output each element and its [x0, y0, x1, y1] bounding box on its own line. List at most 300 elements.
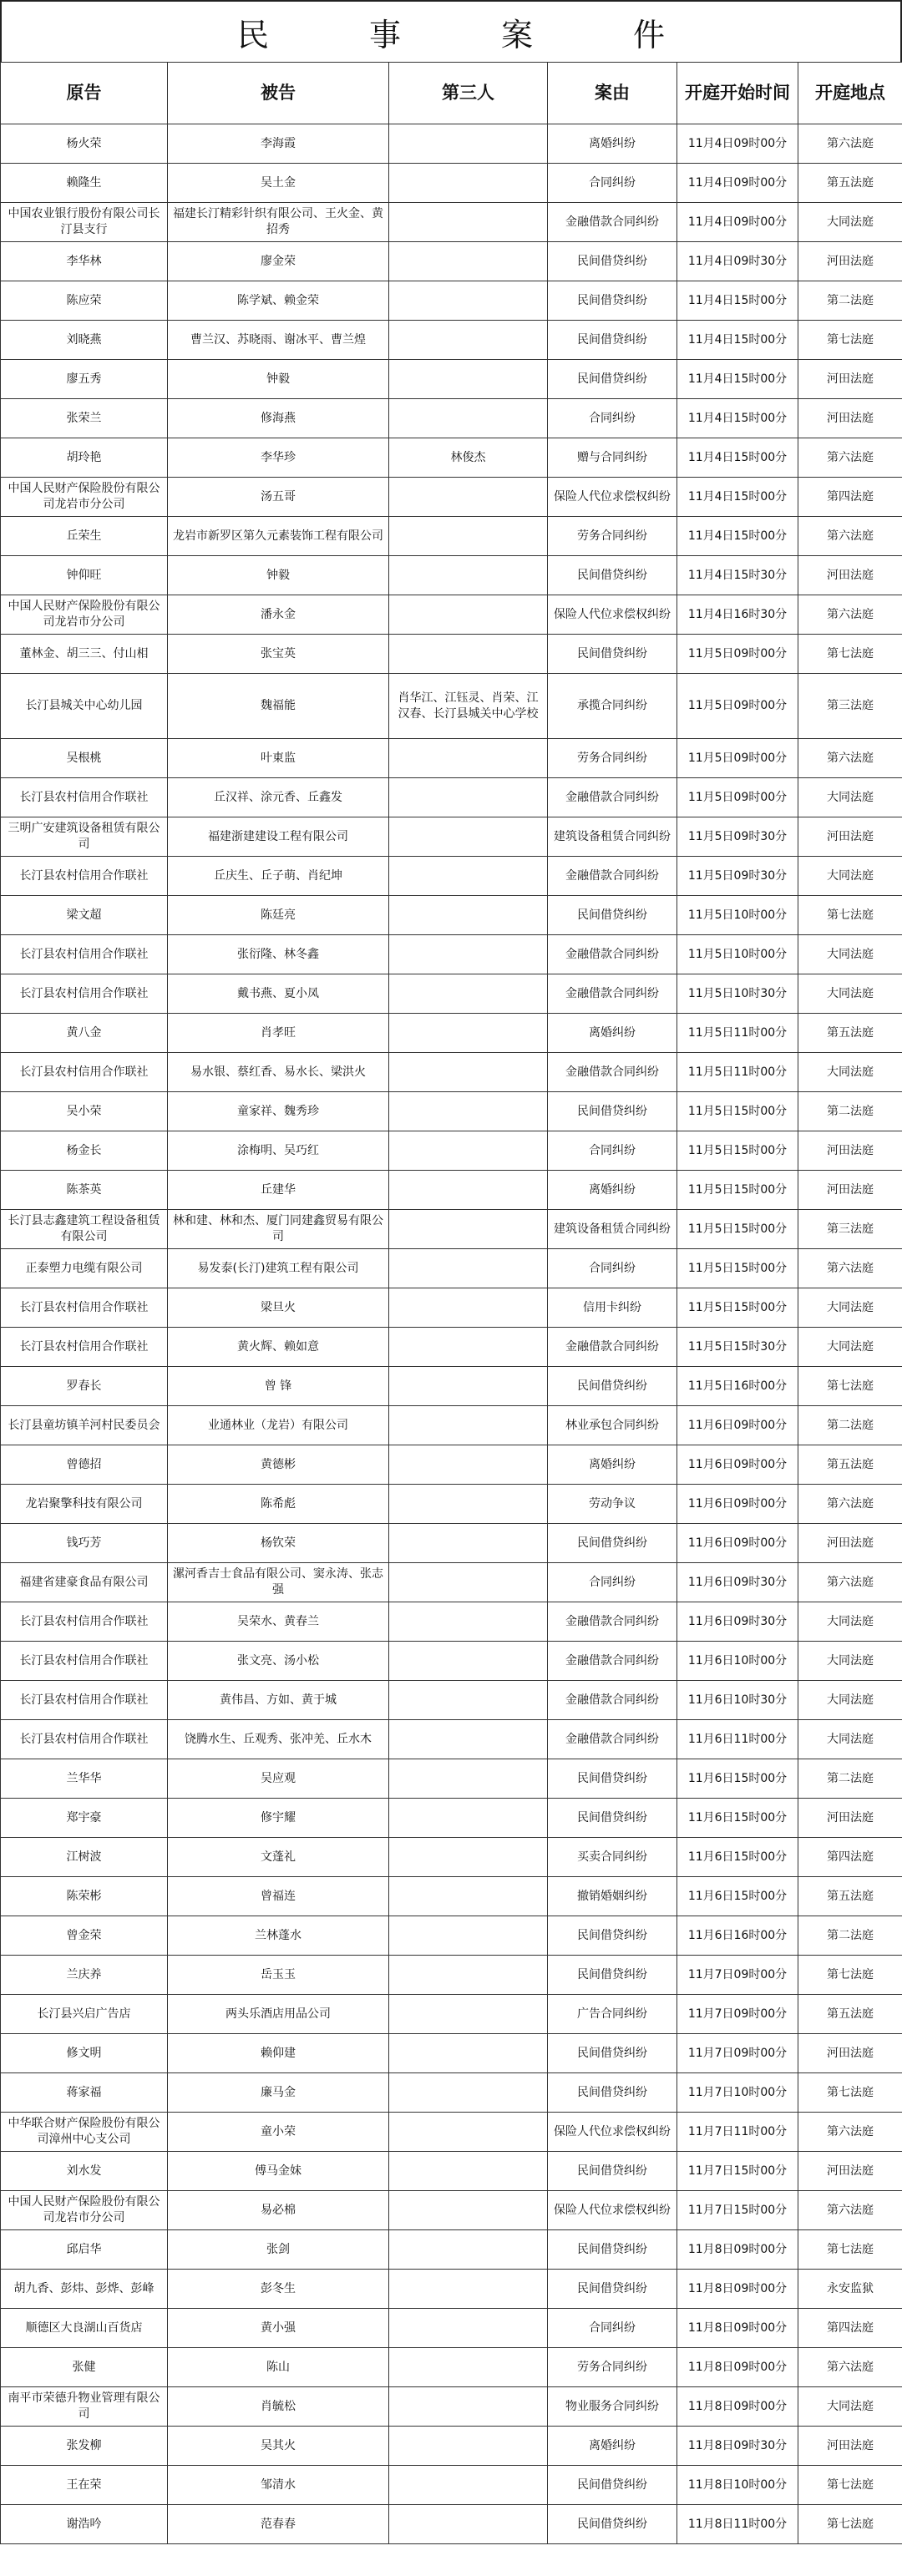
cause-cell: 物业服务合同纠纷 [548, 2387, 677, 2427]
location-cell: 大同法庭 [798, 1053, 902, 1092]
start-time-cell: 11月5日15时00分 [677, 1288, 798, 1328]
start-time-cell: 11月5日09时00分 [677, 674, 798, 739]
plaintiff-cell: 长汀县农村信用合作联社 [1, 935, 168, 974]
location-cell: 河田法庭 [798, 399, 902, 438]
cause-cell: 金融借款合同纠纷 [548, 857, 677, 896]
defendant-cell: 曾 锋 [168, 1367, 389, 1406]
cause-cell: 金融借款合同纠纷 [548, 1720, 677, 1759]
cause-cell: 劳务合同纠纷 [548, 739, 677, 778]
third-party-cell [389, 2034, 548, 2073]
plaintiff-cell: 吴小荣 [1, 1092, 168, 1131]
location-cell: 第二法庭 [798, 1092, 902, 1131]
location-cell: 河田法庭 [798, 1799, 902, 1838]
start-time-cell: 11月4日09时00分 [677, 124, 798, 164]
cause-cell: 劳务合同纠纷 [548, 517, 677, 556]
start-time-cell: 11月7日09时00分 [677, 1956, 798, 1995]
defendant-cell: 廉马金 [168, 2073, 389, 2113]
table-row [1, 1524, 902, 1563]
table-row [1, 2230, 902, 2270]
defendant-cell: 张文亮、汤小松 [168, 1642, 389, 1681]
table-row [1, 1367, 902, 1406]
plaintiff-cell: 兰华华 [1, 1759, 168, 1799]
table-row [1, 2387, 902, 2427]
table-row [1, 935, 902, 974]
defendant-cell: 童家祥、魏秀珍 [168, 1092, 389, 1131]
start-time-cell: 11月5日16时00分 [677, 1367, 798, 1406]
start-time-cell: 11月7日15时00分 [677, 2152, 798, 2191]
defendant-cell: 曹兰汉、苏晓雨、谢冰平、曹兰煌 [168, 321, 389, 360]
location-cell: 大同法庭 [798, 857, 902, 896]
location-cell: 大同法庭 [798, 1288, 902, 1328]
defendant-cell: 叶東监 [168, 739, 389, 778]
third-party-cell [389, 974, 548, 1014]
start-time-cell: 11月4日15时00分 [677, 438, 798, 478]
defendant-cell: 陈廷亮 [168, 896, 389, 935]
third-party-cell [389, 595, 548, 635]
table-row [1, 242, 902, 281]
defendant-cell: 易必棉 [168, 2191, 389, 2230]
location-cell: 大同法庭 [798, 1328, 902, 1367]
third-party-cell [389, 360, 548, 399]
start-time-cell: 11月6日15时00分 [677, 1877, 798, 1916]
table-row [1, 674, 902, 739]
third-party-cell [389, 1838, 548, 1877]
cause-cell: 民间借贷纠纷 [548, 896, 677, 935]
plaintiff-cell: 梁文超 [1, 896, 168, 935]
start-time-cell: 11月5日10时30分 [677, 974, 798, 1014]
cause-cell: 合同纠纷 [548, 2309, 677, 2348]
third-party-cell [389, 1014, 548, 1053]
cause-cell: 保险人代位求偿权纠纷 [548, 2191, 677, 2230]
location-cell: 第六法庭 [798, 595, 902, 635]
third-party-cell [389, 1092, 548, 1131]
plaintiff-cell: 钱巧芳 [1, 1524, 168, 1563]
location-cell: 河田法庭 [798, 2152, 902, 2191]
start-time-cell: 11月6日10时00分 [677, 1642, 798, 1681]
start-time-cell: 11月7日15时00分 [677, 2191, 798, 2230]
location-cell: 第六法庭 [798, 1485, 902, 1524]
third-party-cell [389, 281, 548, 321]
table-row [1, 1916, 902, 1956]
third-party-cell [389, 203, 548, 242]
plaintiff-cell: 长汀县农村信用合作联社 [1, 1288, 168, 1328]
plaintiff-cell: 张发柳 [1, 2427, 168, 2466]
cause-cell: 民间借贷纠纷 [548, 2270, 677, 2309]
start-time-cell: 11月5日11时00分 [677, 1053, 798, 1092]
cause-cell: 民间借贷纠纷 [548, 360, 677, 399]
cause-cell: 民间借贷纠纷 [548, 2466, 677, 2505]
plaintiff-cell: 福建省建豪食品有限公司 [1, 1563, 168, 1602]
location-cell: 大同法庭 [798, 1642, 902, 1681]
defendant-cell: 丘庆生、丘子萌、肖纪坤 [168, 857, 389, 896]
title-char: 件 [633, 16, 666, 53]
location-cell: 第四法庭 [798, 2309, 902, 2348]
defendant-cell: 钟毅 [168, 360, 389, 399]
location-cell: 河田法庭 [798, 1524, 902, 1563]
table-row [1, 1877, 902, 1916]
defendant-cell: 傅马金妹 [168, 2152, 389, 2191]
defendant-cell: 漯河香吉士食品有限公司、窦永涛、张志强 [168, 1563, 389, 1602]
table-row [1, 2073, 902, 2113]
cause-cell: 合同纠纷 [548, 164, 677, 203]
title-char: 案 [501, 16, 534, 53]
third-party-cell [389, 1445, 548, 1485]
cause-cell: 民间借贷纠纷 [548, 1092, 677, 1131]
location-cell: 河田法庭 [798, 360, 902, 399]
plaintiff-cell: 长汀县童坊镇羊河村民委员会 [1, 1406, 168, 1445]
plaintiff-cell: 刘水发 [1, 2152, 168, 2191]
location-cell: 第七法庭 [798, 896, 902, 935]
start-time-cell: 11月5日09时00分 [677, 739, 798, 778]
plaintiff-cell: 长汀县农村信用合作联社 [1, 1681, 168, 1720]
plaintiff-cell: 陈应荣 [1, 281, 168, 321]
third-party-cell [389, 556, 548, 595]
plaintiff-cell: 曾金荣 [1, 1916, 168, 1956]
location-cell: 河田法庭 [798, 2427, 902, 2466]
location-cell: 第六法庭 [798, 517, 902, 556]
cause-cell: 保险人代位求偿权纠纷 [548, 478, 677, 517]
table-row [1, 896, 902, 935]
start-time-cell: 11月5日09时30分 [677, 857, 798, 896]
third-party-cell [389, 124, 548, 164]
plaintiff-cell: 廖五秀 [1, 360, 168, 399]
third-party-cell [389, 321, 548, 360]
cause-cell: 金融借款合同纠纷 [548, 1053, 677, 1092]
table-body [1, 124, 902, 2544]
plaintiff-cell: 罗春长 [1, 1367, 168, 1406]
defendant-cell: 陈学斌、赖金荣 [168, 281, 389, 321]
third-party-cell [389, 2191, 548, 2230]
plaintiff-cell: 长汀县农村信用合作联社 [1, 1642, 168, 1681]
start-time-cell: 11月5日15时00分 [677, 1092, 798, 1131]
start-time-cell: 11月8日09时00分 [677, 2270, 798, 2309]
third-party-cell [389, 1956, 548, 1995]
start-time-cell: 11月5日15时00分 [677, 1131, 798, 1171]
table-row [1, 595, 902, 635]
start-time-cell: 11月5日09时00分 [677, 778, 798, 817]
location-cell: 河田法庭 [798, 556, 902, 595]
defendant-cell: 李海霞 [168, 124, 389, 164]
location-cell: 第五法庭 [798, 1445, 902, 1485]
table-row [1, 2113, 902, 2152]
cause-cell: 金融借款合同纠纷 [548, 778, 677, 817]
third-party-cell [389, 2152, 548, 2191]
start-time-cell: 11月5日10时00分 [677, 896, 798, 935]
plaintiff-cell: 赖隆生 [1, 164, 168, 203]
plaintiff-cell: 董林金、胡三三、付山相 [1, 635, 168, 674]
location-cell: 第六法庭 [798, 1563, 902, 1602]
location-cell: 第六法庭 [798, 124, 902, 164]
table-row [1, 438, 902, 478]
location-cell: 第二法庭 [798, 281, 902, 321]
defendant-cell: 涂梅明、吴巧红 [168, 1131, 389, 1171]
third-party-cell [389, 2309, 548, 2348]
cause-cell: 合同纠纷 [548, 1249, 677, 1288]
table-row [1, 739, 902, 778]
third-party-cell [389, 1171, 548, 1210]
defendant-cell: 张剑 [168, 2230, 389, 2270]
defendant-cell: 吴土金 [168, 164, 389, 203]
third-party-cell [389, 1916, 548, 1956]
location-cell: 第六法庭 [798, 2191, 902, 2230]
third-party-cell [389, 1210, 548, 1249]
cause-cell: 民间借贷纠纷 [548, 2152, 677, 2191]
location-cell: 第二法庭 [798, 1759, 902, 1799]
start-time-cell: 11月6日16时00分 [677, 1916, 798, 1956]
cause-cell: 撤销婚姻纠纷 [548, 1877, 677, 1916]
table-row [1, 321, 902, 360]
start-time-cell: 11月4日15时00分 [677, 478, 798, 517]
start-time-cell: 11月6日15时00分 [677, 1799, 798, 1838]
plaintiff-cell: 中华联合财产保险股份有限公司漳州中心支公司 [1, 2113, 168, 2152]
cause-cell: 民间借贷纠纷 [548, 1367, 677, 1406]
plaintiff-cell: 长汀县农村信用合作联社 [1, 1720, 168, 1759]
location-cell: 永安监狱 [798, 2270, 902, 2309]
defendant-cell: 杨钦荣 [168, 1524, 389, 1563]
defendant-cell: 黄德彬 [168, 1445, 389, 1485]
third-party-cell [389, 1524, 548, 1563]
cause-cell: 合同纠纷 [548, 1131, 677, 1171]
plaintiff-cell: 王在荣 [1, 2466, 168, 2505]
start-time-cell: 11月4日15时00分 [677, 399, 798, 438]
third-party-cell [389, 242, 548, 281]
defendant-cell: 修海燕 [168, 399, 389, 438]
table-row [1, 1092, 902, 1131]
third-party-cell [389, 1995, 548, 2034]
start-time-cell: 11月8日09时00分 [677, 2309, 798, 2348]
third-party-cell [389, 164, 548, 203]
location-cell: 第六法庭 [798, 2113, 902, 2152]
cause-cell: 离婚纠纷 [548, 124, 677, 164]
header-cause: 案由 [548, 63, 677, 124]
start-time-cell: 11月6日15时00分 [677, 1838, 798, 1877]
table-row [1, 2505, 902, 2544]
table-row [1, 1759, 902, 1799]
cause-cell: 建筑设备租赁合同纠纷 [548, 1210, 677, 1249]
plaintiff-cell: 长汀县兴启广告店 [1, 1995, 168, 2034]
start-time-cell: 11月8日10时00分 [677, 2466, 798, 2505]
cause-cell: 合同纠纷 [548, 1563, 677, 1602]
table-row [1, 974, 902, 1014]
table-row [1, 2152, 902, 2191]
start-time-cell: 11月8日09时00分 [677, 2230, 798, 2270]
plaintiff-cell: 长汀县农村信用合作联社 [1, 1602, 168, 1642]
plaintiff-cell: 蒋家福 [1, 2073, 168, 2113]
cause-cell: 金融借款合同纠纷 [548, 935, 677, 974]
table-row [1, 556, 902, 595]
location-cell: 第五法庭 [798, 1014, 902, 1053]
cause-cell: 广告合同纠纷 [548, 1995, 677, 2034]
third-party-cell [389, 2505, 548, 2544]
defendant-cell: 张宝英 [168, 635, 389, 674]
start-time-cell: 11月5日15时30分 [677, 1328, 798, 1367]
plaintiff-cell: 曾德招 [1, 1445, 168, 1485]
plaintiff-cell: 李华林 [1, 242, 168, 281]
cause-cell: 离婚纠纷 [548, 1171, 677, 1210]
plaintiff-cell: 陈茶英 [1, 1171, 168, 1210]
start-time-cell: 11月7日09时00分 [677, 2034, 798, 2073]
third-party-cell [389, 517, 548, 556]
location-cell: 第四法庭 [798, 478, 902, 517]
location-cell: 第七法庭 [798, 635, 902, 674]
table-row [1, 1838, 902, 1877]
defendant-cell: 魏福能 [168, 674, 389, 739]
location-cell: 河田法庭 [798, 817, 902, 857]
location-cell: 第四法庭 [798, 1838, 902, 1877]
table-row [1, 1171, 902, 1210]
start-time-cell: 11月4日16时30分 [677, 595, 798, 635]
defendant-cell: 李华珍 [168, 438, 389, 478]
location-cell: 第二法庭 [798, 1406, 902, 1445]
table-row [1, 360, 902, 399]
table-row [1, 2427, 902, 2466]
cause-cell: 民间借贷纠纷 [548, 635, 677, 674]
start-time-cell: 11月7日09时00分 [677, 1995, 798, 2034]
defendant-cell: 陈希彪 [168, 1485, 389, 1524]
location-cell: 第三法庭 [798, 1210, 902, 1249]
start-time-cell: 11月6日09时00分 [677, 1445, 798, 1485]
table-row [1, 281, 902, 321]
cause-cell: 离婚纠纷 [548, 1014, 677, 1053]
cause-cell: 信用卡纠纷 [548, 1288, 677, 1328]
plaintiff-cell: 长汀县农村信用合作联社 [1, 1053, 168, 1092]
location-cell: 第六法庭 [798, 438, 902, 478]
location-cell: 第七法庭 [798, 1367, 902, 1406]
defendant-cell: 黄小强 [168, 2309, 389, 2348]
location-cell: 河田法庭 [798, 242, 902, 281]
cause-cell: 承揽合同纠纷 [548, 674, 677, 739]
location-cell: 大同法庭 [798, 935, 902, 974]
third-party-cell [389, 2113, 548, 2152]
location-cell: 大同法庭 [798, 1681, 902, 1720]
cause-cell: 民间借贷纠纷 [548, 1799, 677, 1838]
location-cell: 第六法庭 [798, 1249, 902, 1288]
start-time-cell: 11月6日10时30分 [677, 1681, 798, 1720]
defendant-cell: 林和建、林和杰、厦门同建鑫贸易有限公司 [168, 1210, 389, 1249]
cause-cell: 保险人代位求偿权纠纷 [548, 2113, 677, 2152]
cause-cell: 离婚纠纷 [548, 2427, 677, 2466]
third-party-cell [389, 2387, 548, 2427]
plaintiff-cell: 中国农业银行股份有限公司长汀县支行 [1, 203, 168, 242]
plaintiff-cell: 江树波 [1, 1838, 168, 1877]
table-row [1, 2309, 902, 2348]
location-cell: 第二法庭 [798, 1916, 902, 1956]
header-third-party: 第三人 [389, 63, 548, 124]
defendant-cell: 陈山 [168, 2348, 389, 2387]
document-title [0, 0, 902, 62]
defendant-cell: 福建浙建建设工程有限公司 [168, 817, 389, 857]
plaintiff-cell: 黄八金 [1, 1014, 168, 1053]
third-party-cell: 肖华江、江钰灵、肖荣、江汉春、长汀县城关中心学校 [389, 674, 548, 739]
cause-cell: 民间借贷纠纷 [548, 556, 677, 595]
cause-cell: 离婚纠纷 [548, 1445, 677, 1485]
location-cell: 第七法庭 [798, 2505, 902, 2544]
plaintiff-cell: 吴根桃 [1, 739, 168, 778]
third-party-cell [389, 478, 548, 517]
third-party-cell [389, 1720, 548, 1759]
plaintiff-cell: 兰庆养 [1, 1956, 168, 1995]
defendant-cell: 童小荣 [168, 2113, 389, 2152]
plaintiff-cell: 修文明 [1, 2034, 168, 2073]
table-row [1, 1249, 902, 1288]
start-time-cell: 11月4日15时30分 [677, 556, 798, 595]
start-time-cell: 11月5日15时00分 [677, 1210, 798, 1249]
third-party-cell [389, 1367, 548, 1406]
location-cell: 第七法庭 [798, 1956, 902, 1995]
cause-cell: 民间借贷纠纷 [548, 1524, 677, 1563]
start-time-cell: 11月4日09时00分 [677, 164, 798, 203]
cause-cell: 建筑设备租赁合同纠纷 [548, 817, 677, 857]
third-party-cell [389, 2270, 548, 2309]
title-char: 事 [368, 16, 401, 53]
location-cell: 大同法庭 [798, 203, 902, 242]
case-table [0, 62, 902, 2544]
third-party-cell [389, 1799, 548, 1838]
table-row [1, 1956, 902, 1995]
third-party-cell [389, 857, 548, 896]
table-row [1, 2348, 902, 2387]
location-cell: 大同法庭 [798, 2387, 902, 2427]
table-row [1, 2270, 902, 2309]
start-time-cell: 11月6日15时00分 [677, 1759, 798, 1799]
title-char: 民 [236, 16, 269, 53]
plaintiff-cell: 胡九香、彭炜、彭烨、彭峰 [1, 2270, 168, 2309]
table-row [1, 1445, 902, 1485]
location-cell: 大同法庭 [798, 974, 902, 1014]
defendant-cell: 肖毓松 [168, 2387, 389, 2427]
table-row [1, 778, 902, 817]
defendant-cell: 黄伟昌、方如、黄于城 [168, 1681, 389, 1720]
third-party-cell [389, 2466, 548, 2505]
cause-cell: 劳务合同纠纷 [548, 2348, 677, 2387]
location-cell: 河田法庭 [798, 1171, 902, 1210]
start-time-cell: 11月4日15时00分 [677, 517, 798, 556]
start-time-cell: 11月4日09时00分 [677, 203, 798, 242]
location-cell: 河田法庭 [798, 1131, 902, 1171]
header-plaintiff: 原告 [1, 63, 168, 124]
start-time-cell: 11月7日10时00分 [677, 2073, 798, 2113]
third-party-cell [389, 2427, 548, 2466]
location-cell: 第六法庭 [798, 2348, 902, 2387]
start-time-cell: 11月6日09时30分 [677, 1602, 798, 1642]
plaintiff-cell: 中国人民财产保险股份有限公司龙岩市分公司 [1, 595, 168, 635]
third-party-cell [389, 1328, 548, 1367]
location-cell: 大同法庭 [798, 778, 902, 817]
header-defendant: 被告 [168, 63, 389, 124]
third-party-cell [389, 2073, 548, 2113]
third-party-cell [389, 739, 548, 778]
plaintiff-cell: 钟仰旺 [1, 556, 168, 595]
defendant-cell: 范春春 [168, 2505, 389, 2544]
plaintiff-cell: 三明广安建筑设备租赁有限公司 [1, 817, 168, 857]
third-party-cell [389, 2348, 548, 2387]
table-row [1, 1681, 902, 1720]
table-row [1, 1053, 902, 1092]
start-time-cell: 11月6日09时00分 [677, 1406, 798, 1445]
plaintiff-cell: 南平市荣德升物业管理有限公司 [1, 2387, 168, 2427]
table-row [1, 1406, 902, 1445]
table-row [1, 1642, 902, 1681]
defendant-cell: 龙岩市新罗区第久元素装饰工程有限公司 [168, 517, 389, 556]
table-row [1, 164, 902, 203]
start-time-cell: 11月6日09时30分 [677, 1563, 798, 1602]
cause-cell: 民间借贷纠纷 [548, 2073, 677, 2113]
location-cell: 第五法庭 [798, 1877, 902, 1916]
defendant-cell: 业通林业（龙岩）有限公司 [168, 1406, 389, 1445]
third-party-cell [389, 1288, 548, 1328]
plaintiff-cell: 刘晓燕 [1, 321, 168, 360]
start-time-cell: 11月4日15时00分 [677, 281, 798, 321]
